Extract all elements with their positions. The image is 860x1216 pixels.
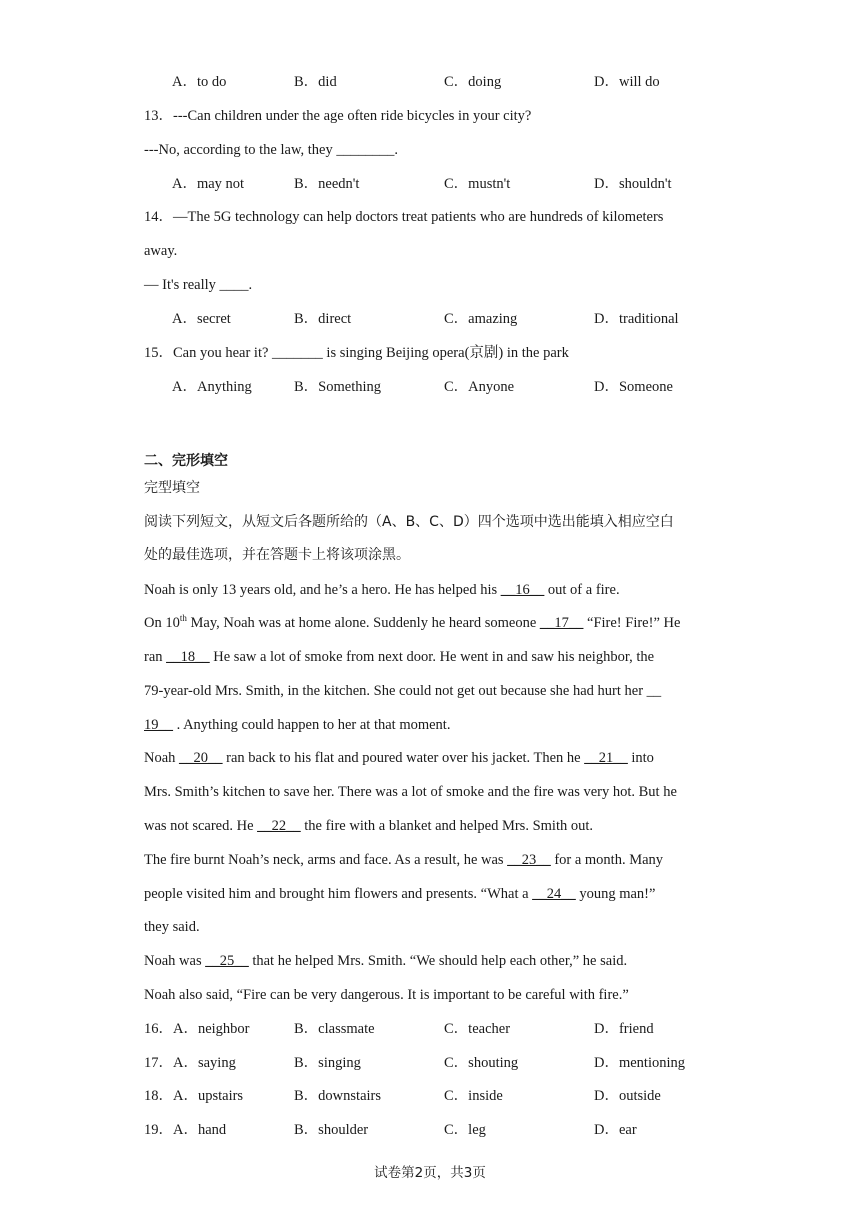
q13-stem-2: ---No, according to the law, they ________. [144,142,398,158]
q16-option-a[interactable]: 16．A．neighbor [144,1021,250,1037]
blank-22: __22__ [257,818,301,834]
q18-option-b[interactable]: B．downstairs [294,1088,381,1104]
passage-text: young man!” [575,886,656,902]
passage-text: Noah is only 13 years old, and he’s a hero. He has helped his [144,582,501,598]
passage-text: ran back to his flat and poured water over his jacket. Then he [222,750,585,766]
passage-text: the fire with a blanket and helped Mrs. Smith out. [300,818,593,834]
q12-option-d[interactable]: D．will do [594,74,660,90]
passage-line-4: 79-year-old Mrs. Smith, in the kitchen. She could not get out because she had hurt her __ [144,683,662,699]
q12-option-c[interactable]: C．doing [444,74,502,90]
instructions-line-2: 处的最佳选项，并在答题卡上将该项涂黑。 [144,547,410,563]
instructions-line-1: 阅读下列短文，从短文后各题所给的（A、B、C、D）四个选项中选出能填入相应空白 [144,514,674,530]
q17-option-c[interactable]: C．shouting [444,1055,519,1071]
q15-stem: 15．Can you hear it? _______ is singing Beijing opera(京剧) in the park [144,345,569,361]
q14-stem-2: away. [144,243,178,259]
q19-option-a[interactable]: 19．A．hand [144,1122,227,1138]
passage-line-1 [144,580,620,600]
q14-stem: 14．—The 5G technology can help doctors treat patients who are hundreds of kilometers [144,209,664,225]
passage-text: He saw a lot of smoke from next door. He went in and saw his neighbor, the [209,649,655,665]
q18-option-d[interactable]: D．outside [594,1088,661,1104]
q16-option-b[interactable]: B．classmate [294,1021,375,1037]
blank-20: __20__ [179,750,223,766]
q14-option-a[interactable]: A．secret [172,311,231,327]
q15-option-c[interactable]: C．Anyone [444,379,515,395]
q12-option-b[interactable]: B．did [294,74,337,90]
passage-text: out of a fire. [544,582,620,598]
q18-option-a[interactable]: 18．A．upstairs [144,1088,244,1104]
q14-option-c[interactable]: C．amazing [444,311,518,327]
passage-text: ran [144,649,167,665]
q15-option-a[interactable]: A．Anything [172,379,252,395]
passage-text: people visited him and brought him flowers and presents. “What a [144,886,533,902]
passage-line-6 [144,748,654,768]
passage-text: May, Noah was at home alone. Suddenly he heard someone [186,615,540,631]
blank-17: __17__ [539,615,584,631]
q15-option-d[interactable]: D．Someone [594,379,673,395]
q14-option-b[interactable]: B．direct [294,311,352,327]
passage-text: Noah was [144,953,206,969]
q14-stem-3: — It's really ____. [144,277,253,293]
blank-18: __18__ [166,649,210,665]
passage-line-12 [144,951,627,971]
blank-19: 19__ [144,717,173,733]
q16-option-c[interactable]: C．teacher [444,1021,511,1037]
q16-option-d[interactable]: D．friend [594,1021,654,1037]
q19-option-d[interactable]: D．ear [594,1122,637,1138]
q14-option-d[interactable]: D．traditional [594,311,679,327]
blank-21: __21__ [584,750,628,766]
section-subheading: 完型填空 [144,480,200,496]
passage-line-11: they said. [144,919,200,935]
q13-option-c[interactable]: C．mustn't [444,176,511,192]
blank-24: __24__ [532,886,576,902]
passage-line-2 [144,613,680,633]
passage-text: into [627,750,654,766]
q19-option-b[interactable]: B．shoulder [294,1122,369,1138]
passage-text: The fire burnt Noah’s neck, arms and face. As a result, he was [144,852,508,868]
passage-line-5 [144,715,450,735]
q13-option-d[interactable]: D．shouldn't [594,176,672,192]
blank-16: __16__ [500,582,545,598]
q13-option-a[interactable]: A．may not [172,176,245,192]
q18-option-c[interactable]: C．inside [444,1088,503,1104]
q17-option-d[interactable]: D．mentioning [594,1055,686,1071]
q12-option-a[interactable]: A．to do [172,74,227,90]
passage-text: Noah [144,750,180,766]
q13-stem: 13．---Can children under the age often ride bicycles in your city? [144,108,532,124]
q15-option-b[interactable]: B．Something [294,379,382,395]
q17-option-a[interactable]: 17．A．saying [144,1055,236,1071]
ordinal-suffix: th [179,613,187,624]
q17-option-b[interactable]: B．singing [294,1055,361,1071]
passage-line-9 [144,850,663,870]
passage-text: that he helped Mrs. Smith. “We should help each other,” he said. [248,953,628,969]
blank-23: __23__ [507,852,551,868]
passage-line-10 [144,884,655,904]
q13-option-b[interactable]: B．needn't [294,176,360,192]
page-footer: 试卷第2页，共3页 [374,1165,486,1181]
passage-text: “Fire! Fire!” He [583,615,681,631]
passage-line-7: Mrs. Smith’s kitchen to save her. There was a lot of smoke and the fire was very hot. But he [144,784,677,800]
passage-line-3 [144,647,654,667]
passage-line-13: Noah also said, “Fire can be very dangerous. It is important to be careful with fire.” [144,987,629,1003]
passage-line-8 [144,816,593,836]
passage-text: for a month. Many [550,852,664,868]
passage-text: was not scared. He [144,818,258,834]
passage-text: On 10 [144,615,180,631]
passage-text: . Anything could happen to her at that moment. [173,717,451,733]
blank-25: __25__ [205,953,249,969]
section-heading: 二、完形填空 [144,453,228,469]
q19-option-c[interactable]: C．leg [444,1122,486,1138]
